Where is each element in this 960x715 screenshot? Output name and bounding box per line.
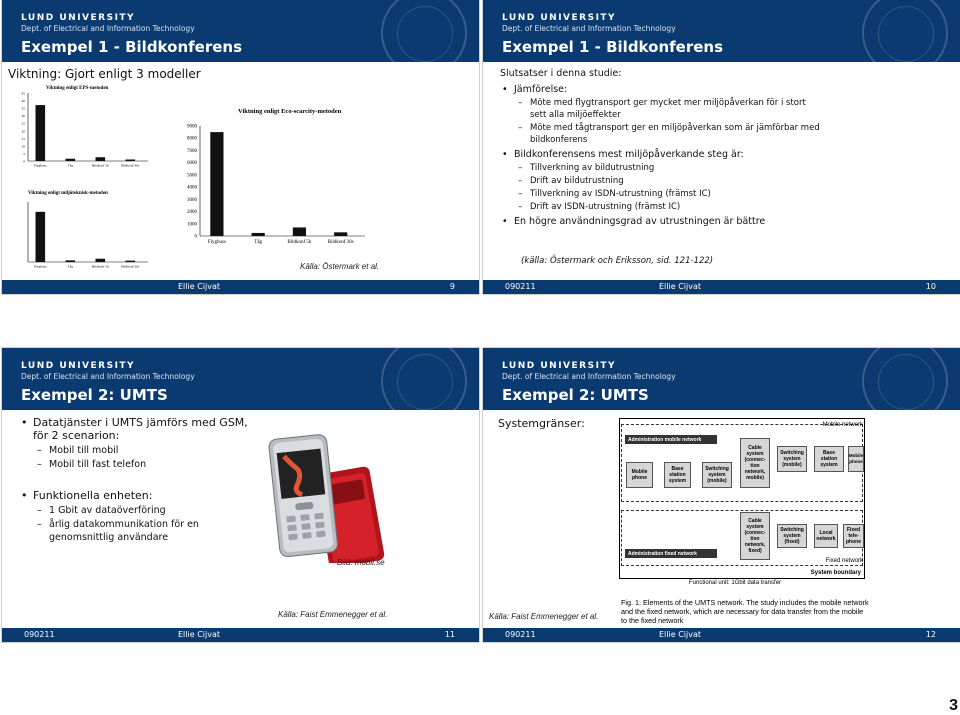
figure-credit: Källa: Östermark et al.	[300, 262, 380, 271]
mobile-phone-box: Mobile phone	[626, 462, 653, 488]
bullet-text: Jämförelse:	[514, 84, 568, 95]
sub-item: – Drift av bildutrustning	[514, 175, 820, 187]
category-label: Tåg	[254, 240, 263, 245]
tick-label: 10	[21, 144, 25, 149]
sub-list	[514, 97, 820, 146]
department-name: Dept. of Electrical and Information Technology	[502, 24, 676, 33]
university-name: LUND UNIVERSITY	[21, 361, 136, 371]
bar	[66, 260, 76, 262]
umts-diagram	[619, 418, 865, 586]
bullet-list	[500, 84, 820, 228]
category-label: Tåg	[67, 163, 74, 168]
bullet-item	[500, 149, 820, 213]
university-name: LUND UNIVERSITY	[502, 13, 617, 23]
university-seal-icon	[862, 348, 948, 410]
slide-footer	[483, 280, 960, 294]
slide-12	[483, 348, 960, 642]
footer-author: Ellie Cijvat	[659, 630, 701, 639]
sub-item: – Möte med flygtransport ger mycket mer miljöpåverkan för i stort sett alla miljöeffekter	[514, 97, 820, 121]
tick-label: 45	[21, 91, 25, 96]
department-name: Dept. of Electrical and Information Technology	[21, 372, 195, 381]
bar	[210, 132, 223, 236]
tick-label: 5000	[187, 173, 197, 179]
bar	[252, 233, 265, 236]
sub-item: – Tillverkning av ISDN-utrustning (främst IC)	[514, 188, 820, 200]
environment-chart	[6, 190, 174, 285]
fixed-telephone-box: Fixed tele-phone	[843, 524, 864, 548]
eco-scarcity-chart	[170, 104, 370, 254]
mobile-network-label: Mobile network	[822, 422, 863, 428]
tick-label: 15	[21, 136, 25, 141]
bar	[126, 159, 136, 161]
category-label: Bildkonf 5h	[91, 163, 109, 168]
category-label: Bildkonf 30s	[327, 240, 354, 245]
sub-list	[33, 444, 259, 471]
slide-10	[483, 0, 960, 294]
sub-item: – Drift av ISDN-utrustning (främst IC)	[514, 201, 820, 213]
cable-system-mobile-box: Cable system (connec-tion network, mobile)	[740, 438, 770, 488]
footer-date: 090211	[505, 282, 536, 291]
bar	[36, 105, 46, 161]
switching-system-box: Switching system (mobile)	[702, 462, 732, 488]
sub-item: – årlig datakommunikation för en genomsnittlig användare	[33, 518, 259, 544]
slide-9	[2, 0, 479, 294]
base-station-box: Base station system	[664, 462, 691, 488]
source-credit: Källa: Faist Emmenegger et al.	[278, 610, 388, 619]
slide-header	[483, 348, 960, 410]
bullet-list	[19, 416, 259, 544]
category-label: Bildkonf 5h	[287, 240, 312, 245]
bullet-item	[19, 489, 259, 544]
functional-unit-label: Functional unit: 1Gbit data transfer	[689, 580, 782, 586]
category-label: Bildkonf 30s	[121, 163, 140, 168]
footer-author: Ellie Cijvat	[178, 282, 220, 291]
footer-author: Ellie Cijvat	[659, 282, 701, 291]
footer-date: 090211	[505, 630, 536, 639]
slide-body	[19, 416, 259, 547]
tick-label: 4000	[187, 185, 197, 191]
department-name: Dept. of Electrical and Information Technology	[21, 24, 195, 33]
slide-title: Exempel 2: UMTS	[502, 386, 649, 404]
footer-author: Ellie Cijvat	[178, 630, 220, 639]
footer-page-number: 10	[925, 282, 936, 291]
category-label: Flygbuss	[207, 240, 226, 245]
fixed-network-label: Fixed network	[825, 558, 863, 564]
tick-label: 3000	[187, 197, 197, 203]
category-label: Bildkonf 5h	[91, 264, 109, 269]
footer-page-number: 11	[444, 630, 455, 639]
footer-page-number: 9	[449, 282, 455, 291]
tick-label: 5	[23, 151, 25, 156]
sub-item: – Tillverkning av bildutrustning	[514, 162, 820, 174]
tick-label: 20	[21, 129, 25, 134]
admin-fixed-strip: Administration fixed network	[625, 549, 717, 558]
slide-footer	[483, 628, 960, 642]
base-station-box: Base station system	[814, 446, 844, 472]
category-label: Flygbuss	[33, 264, 47, 269]
tick-label: 35	[21, 106, 25, 111]
system-boundary-label: System boundary	[810, 570, 861, 576]
bar	[96, 259, 106, 262]
sub-item: – Mobil till fast telefon	[33, 458, 259, 471]
university-seal-icon	[862, 0, 948, 62]
category-label: Tåg	[67, 264, 74, 269]
slide-subtitle: Viktning: Gjort enligt 3 modeller	[8, 67, 201, 81]
department-name: Dept. of Electrical and Information Technology	[502, 372, 676, 381]
tick-label: 9000	[187, 124, 197, 130]
bullet-text: Funktionella enheten:	[33, 489, 153, 502]
tick-label: 8000	[187, 136, 197, 142]
slide-body	[500, 68, 820, 231]
cable-system-fixed-box: Cable system (connec-tion network, fixed)	[740, 512, 770, 560]
slide-title: Exempel 1 - Bildkonferens	[502, 38, 723, 56]
eps-chart	[6, 83, 174, 201]
bar	[36, 212, 46, 262]
tick-label: 25	[21, 121, 25, 126]
sub-list	[514, 162, 820, 213]
sub-list	[33, 504, 259, 544]
tick-label: 7000	[187, 148, 197, 154]
switching-system-fixed-box: Switching system (fixed)	[777, 524, 807, 548]
bullet-item	[500, 84, 820, 146]
category-label: Bildkonf 30s	[121, 264, 140, 269]
bullet-text: Datatjänster i UMTS jämförs med GSM, för 2 scenarion:	[33, 416, 248, 442]
chart-title: Viktning enligt Eco-scarcity-metoden	[238, 108, 342, 115]
tick-label: 40	[21, 99, 25, 104]
mobile-phone-box: Mobile phone	[848, 446, 864, 472]
bar	[96, 157, 106, 161]
slide-header	[2, 348, 479, 410]
slide-header	[2, 0, 479, 62]
university-name: LUND UNIVERSITY	[21, 13, 136, 23]
source-note: (källa: Östermark och Eriksson, sid. 121-122)	[521, 256, 714, 266]
university-name: LUND UNIVERSITY	[502, 361, 617, 371]
figure-caption: Fig. 1: Elements of the UMTS network. The study includes the mobile network and the fixed network, which are necessary for data transfer from the mobile to the fixed network	[621, 598, 869, 625]
slide-title: Exempel 2: UMTS	[21, 386, 168, 404]
chart-title: Viktning enligt EPS-metoden	[46, 86, 109, 91]
image-credit: Bild: mobil.se	[337, 558, 385, 567]
slide-header	[483, 0, 960, 62]
bar	[293, 227, 306, 236]
local-network-box: Local network	[814, 524, 838, 548]
tick-label: 30	[21, 114, 25, 119]
source-credit: Källa: Faist Emmenegger et al.	[489, 612, 599, 621]
sub-item: – 1 Gbit av dataöverföring	[33, 504, 259, 517]
switching-system-box: Switching system (mobile)	[777, 446, 807, 472]
bar	[126, 261, 136, 262]
tick-label: 0	[23, 159, 25, 164]
sub-item: – Mobil till mobil	[33, 444, 259, 457]
tick-label: 0	[194, 234, 197, 240]
university-seal-icon	[381, 0, 467, 62]
bar	[66, 159, 76, 161]
chart-title: Viktning enligt miljöteknisk-metoden	[28, 191, 108, 196]
footer-page-number: 12	[925, 630, 936, 639]
intro-text: Slutsatser i denna studie:	[500, 68, 622, 79]
bullet-item	[19, 416, 259, 471]
slide-title: Exempel 1 - Bildkonferens	[21, 38, 242, 56]
slide-subtitle: Systemgränser:	[498, 417, 585, 430]
category-label: Flygbuss	[33, 163, 47, 168]
bullet-text: En högre användningsgrad av utrustningen är bättre	[514, 216, 766, 227]
university-seal-icon	[381, 348, 467, 410]
slide-footer	[2, 628, 479, 642]
tick-label: 6000	[187, 161, 197, 167]
bullet-item	[500, 216, 820, 228]
tick-label: 1000	[187, 222, 197, 228]
admin-mobile-strip: Administration mobile network	[625, 435, 717, 444]
mobile-phones-image	[264, 428, 394, 563]
footer-date: 090211	[24, 630, 55, 639]
sub-item: – Möte med tågtransport ger en miljöpåverkan som är jämförbar med bildkonferens	[514, 122, 820, 146]
tick-label: 2000	[187, 210, 197, 216]
page-number: 3	[949, 697, 958, 714]
bar	[334, 232, 347, 236]
slide-footer	[2, 280, 479, 294]
slide-11	[2, 348, 479, 642]
bullet-text: Bildkonferensens mest miljöpåverkande steg är:	[514, 149, 744, 160]
